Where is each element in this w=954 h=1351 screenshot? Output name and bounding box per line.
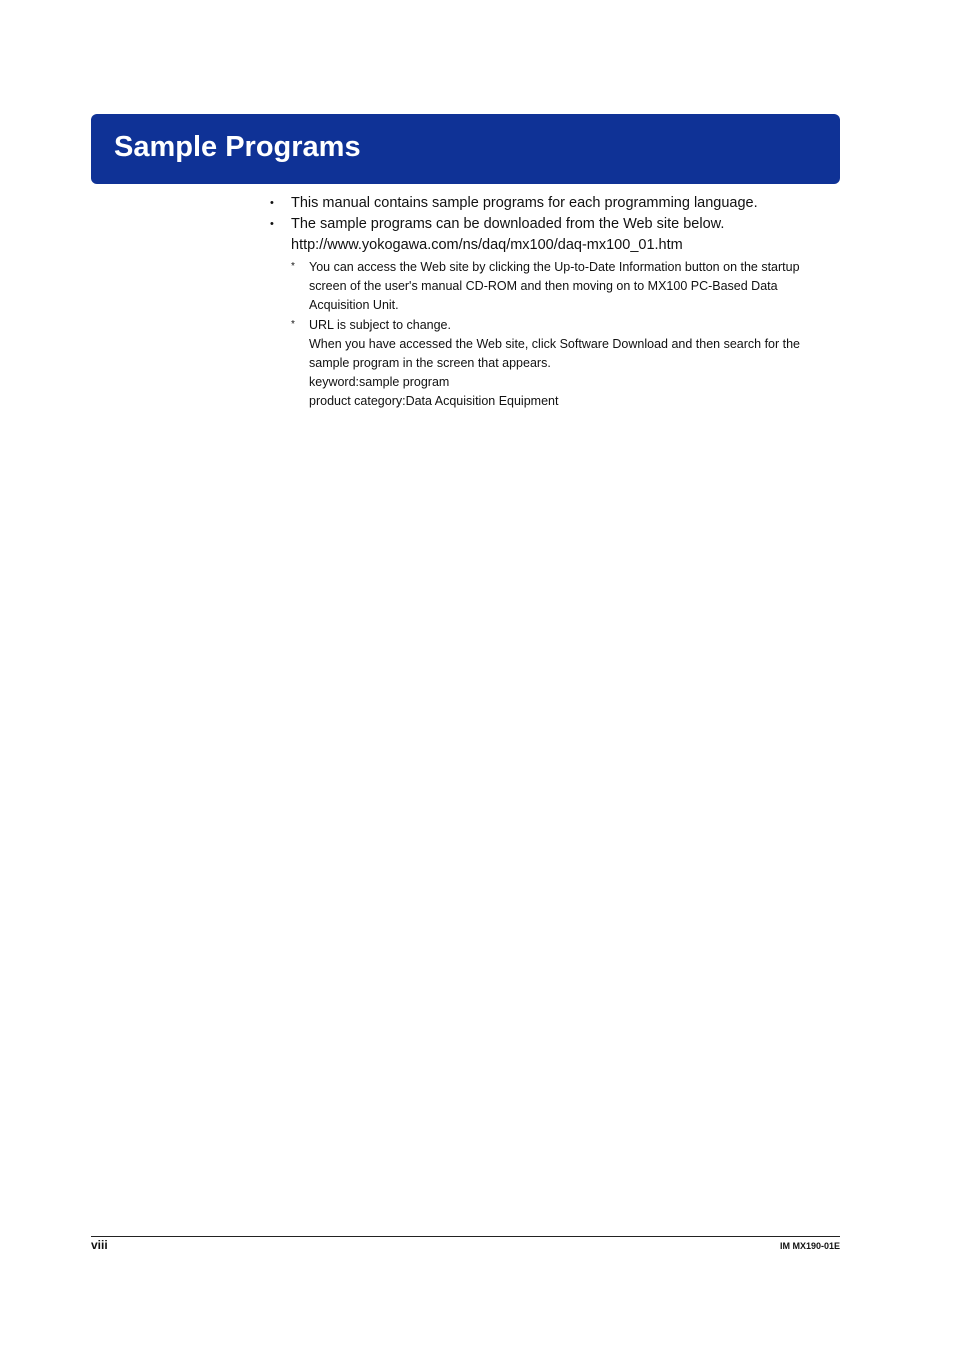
note-line: sample program in the screen that appears.: [309, 356, 551, 371]
download-url-link[interactable]: http://www.yokogawa.com/ns/daq/mx100/daq-mx100_01.htm: [291, 237, 683, 253]
bullet-item: [270, 193, 830, 214]
bullet-mark: •: [270, 197, 274, 209]
notes-list: [270, 258, 830, 412]
page-number: viii: [91, 1238, 108, 1252]
note-line: screen of the user's manual CD-ROM and then moving on to MX100 PC-Based Data: [309, 279, 778, 294]
note-line: When you have accessed the Web site, click Software Download and then search for the: [309, 336, 801, 351]
note-item: [291, 258, 830, 316]
document-id: IM MX190-01E: [779, 1241, 840, 1251]
note-line: URL is subject to change.: [309, 317, 451, 332]
note-line: You can access the Web site by clicking the Up-to-Date Information button on the startup: [309, 260, 800, 274]
page-title: Sample Programs: [114, 131, 361, 163]
note-mark: *: [291, 318, 295, 330]
bullet-text: The sample programs can be downloaded from the Web site below.: [291, 216, 725, 232]
note-item: [291, 316, 830, 412]
note-line: keyword:sample program: [309, 375, 450, 390]
note-line: product category:Data Acquisition Equipment: [309, 394, 559, 409]
note-line: Acquisition Unit.: [309, 298, 399, 313]
title-banner: [91, 114, 840, 184]
bullet-mark: •: [270, 218, 274, 230]
bullet-text: This manual contains sample programs for each programming language.: [291, 195, 758, 211]
footer-divider: [91, 1236, 840, 1237]
note-mark: *: [291, 261, 295, 272]
bullet-item: [270, 214, 830, 256]
content-body: [270, 193, 830, 412]
